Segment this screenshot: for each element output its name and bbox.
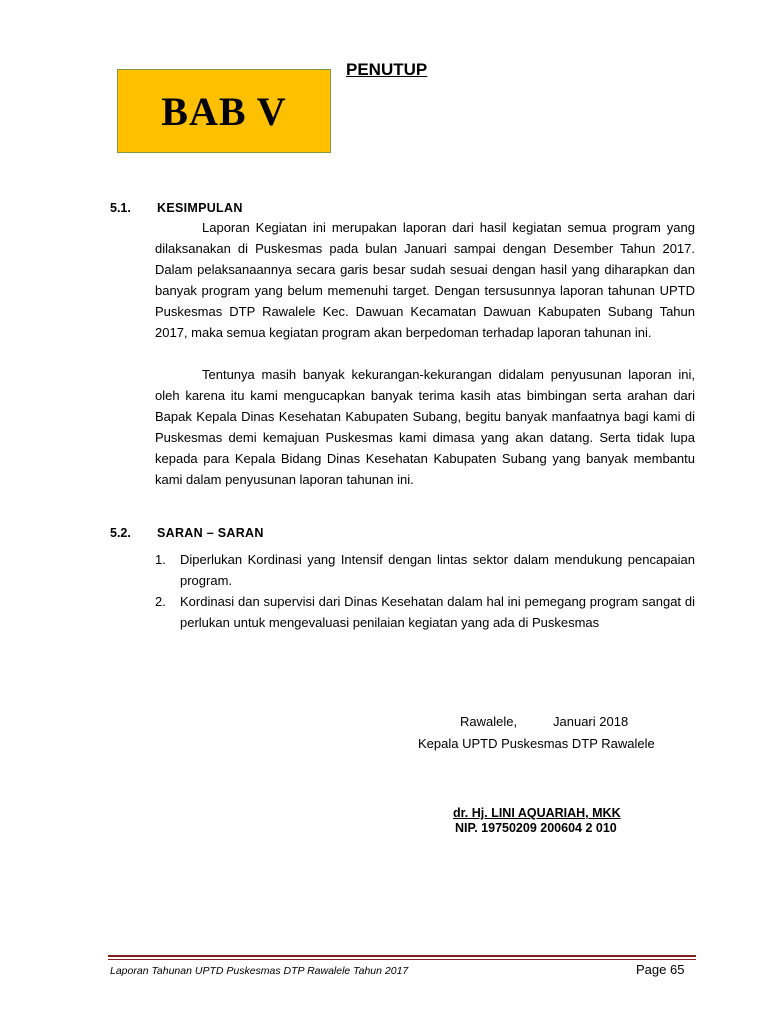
list-item [155,549,695,591]
signature-position: Kepala UPTD Puskesmas DTP Rawalele [418,736,655,751]
section-title: SARAN – SARAN [157,526,264,540]
signatory-nip: NIP. 19750209 200604 2 010 [455,821,617,835]
section-number: 5.2. [110,526,131,540]
signature-date: Januari 2018 [553,714,629,729]
paragraph: Laporan Kegiatan ini merupakan laporan dari hasil kegiatan semua program yang dilaksanakan di Puskesmas pada bulan Januari sampai dengan Desember Tahun 2017. Dalam pelaksanaannya secara garis besar sudah sesuai dengan hasil yang diharapkan dan banyak program yang belum memenuhi target. Dengan tersusunnya laporan tahunan UPTD Puskesmas DTP Rawalele Kec. Dawuan Kecamatan Dawuan Kabupaten Subang Tahun 2017, maka semua kegiatan program akan berpedoman terhadap laporan tahunan ini. [155,220,695,340]
footer-rule-thin [108,959,696,960]
page-number: Page 65 [636,962,685,977]
chapter-title: PENUTUP [346,60,428,79]
list-item-number: 1. [155,552,166,567]
chapter-number: BAB V [161,88,287,134]
signatory-name: dr. Hj. LINI AQUARIAH, MKK [453,806,621,820]
list-item-text: Kordinasi dan supervisi dari Dinas Kesehatan dalam hal ini pemegang program sangat di perlukan untuk mengevaluasi penilaian kegiatan yang ada di Puskesmas [180,594,695,630]
section-number: 5.1. [110,201,131,215]
list-item-number: 2. [155,594,166,609]
footer-document-title: Laporan Tahunan UPTD Puskesmas DTP Rawalele Tahun 2017 [110,965,409,977]
list-item [155,591,695,633]
section-title: KESIMPULAN [157,201,243,215]
suggestion-list [155,549,695,633]
paragraph: Tentunya masih banyak kekurangan-kekurangan didalam penyusunan laporan ini, oleh karena itu kami mengucapkan banyak terima kasih atas bimbingan serta arahan dari Bapak Kepala Dinas Kesehatan Kabupaten Subang, begitu banyak manfaatnya bagi kami di Puskesmas demi kemajuan Puskesmas kami dimasa yang akan datang. Serta tidak lupa kepada para Kepala Bidang Dinas Kesehatan Kabupaten Subang yang banyak membantu kami dalam penyusunan laporan tahunan ini. [155,367,695,487]
list-item-text: Diperlukan Kordinasi yang Intensif dengan lintas sektor dalam mendukung pencapaian program. [180,552,695,588]
chapter-box [117,69,331,153]
signature-place: Rawalele, [460,714,518,729]
footer-rule [108,955,696,957]
